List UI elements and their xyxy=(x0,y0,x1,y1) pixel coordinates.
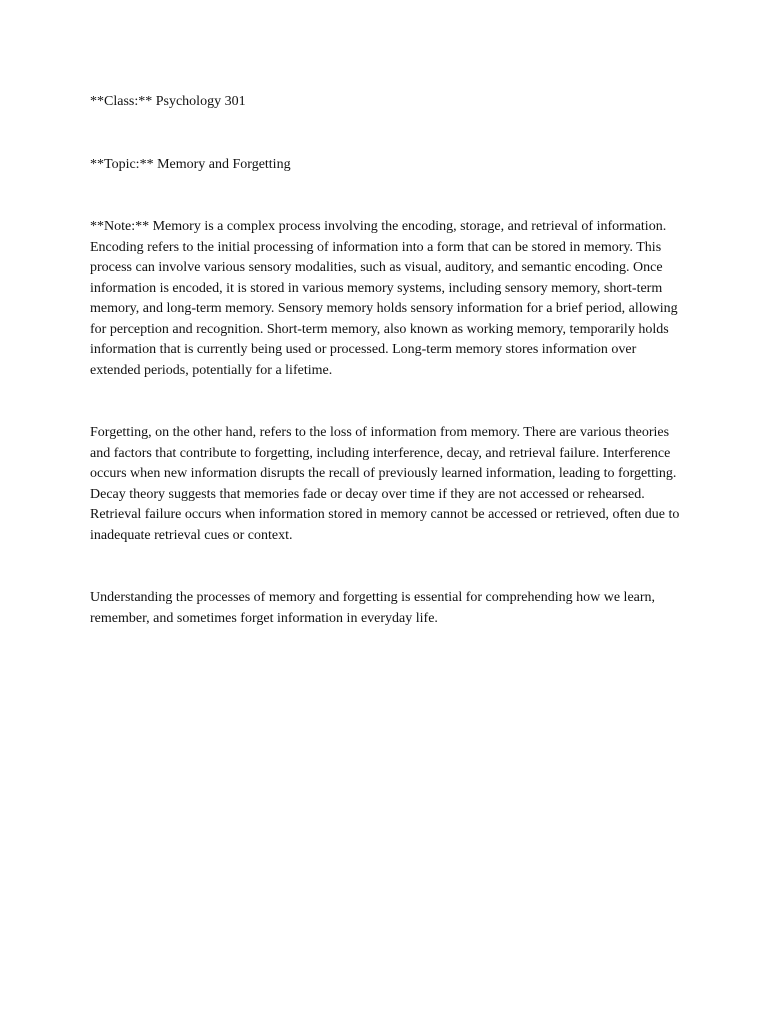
topic-line: **Topic:** Memory and Forgetting xyxy=(90,156,291,172)
forgetting-paragraph: Forgetting, on the other hand, refers to the loss of information from memory. There are various theories and factors that contribute to forgetting, including interference, decay, and retrieval failure. Interference occurs when new information disrupts the recall of previously learned information, leading to forgetting. Decay theory suggests that memories fade or decay over time if they are not accessed or rehearsed. Retrieval failure occurs when information stored in memory cannot be accessed or retrieved, often due to inadequate retrieval cues or context. xyxy=(90,425,680,543)
document-body xyxy=(90,92,690,629)
conclusion-paragraph: Understanding the processes of memory and forgetting is essential for comprehending how we learn, remember, and sometimes forget information in everyday life. xyxy=(90,590,656,626)
note-paragraph: **Note:** Memory is a complex process involving the encoding, storage, and retrieval of information. Encoding refers to the initial processing of information into a form that can be stored in memory. This process can involve various sensory modalities, such as visual, auditory, and semantic encoding. Once information is encoded, it is stored in various memory systems, including sensory memory, short-term memory, and long-term memory. Sensory memory holds sensory information for a brief period, allowing for perception and recognition. Short-term memory, also known as working memory, temporarily holds information that is currently being used or processed. Long-term memory stores information over extended periods, potentially for a lifetime. xyxy=(90,219,678,378)
class-line: **Class:** Psychology 301 xyxy=(90,94,246,109)
